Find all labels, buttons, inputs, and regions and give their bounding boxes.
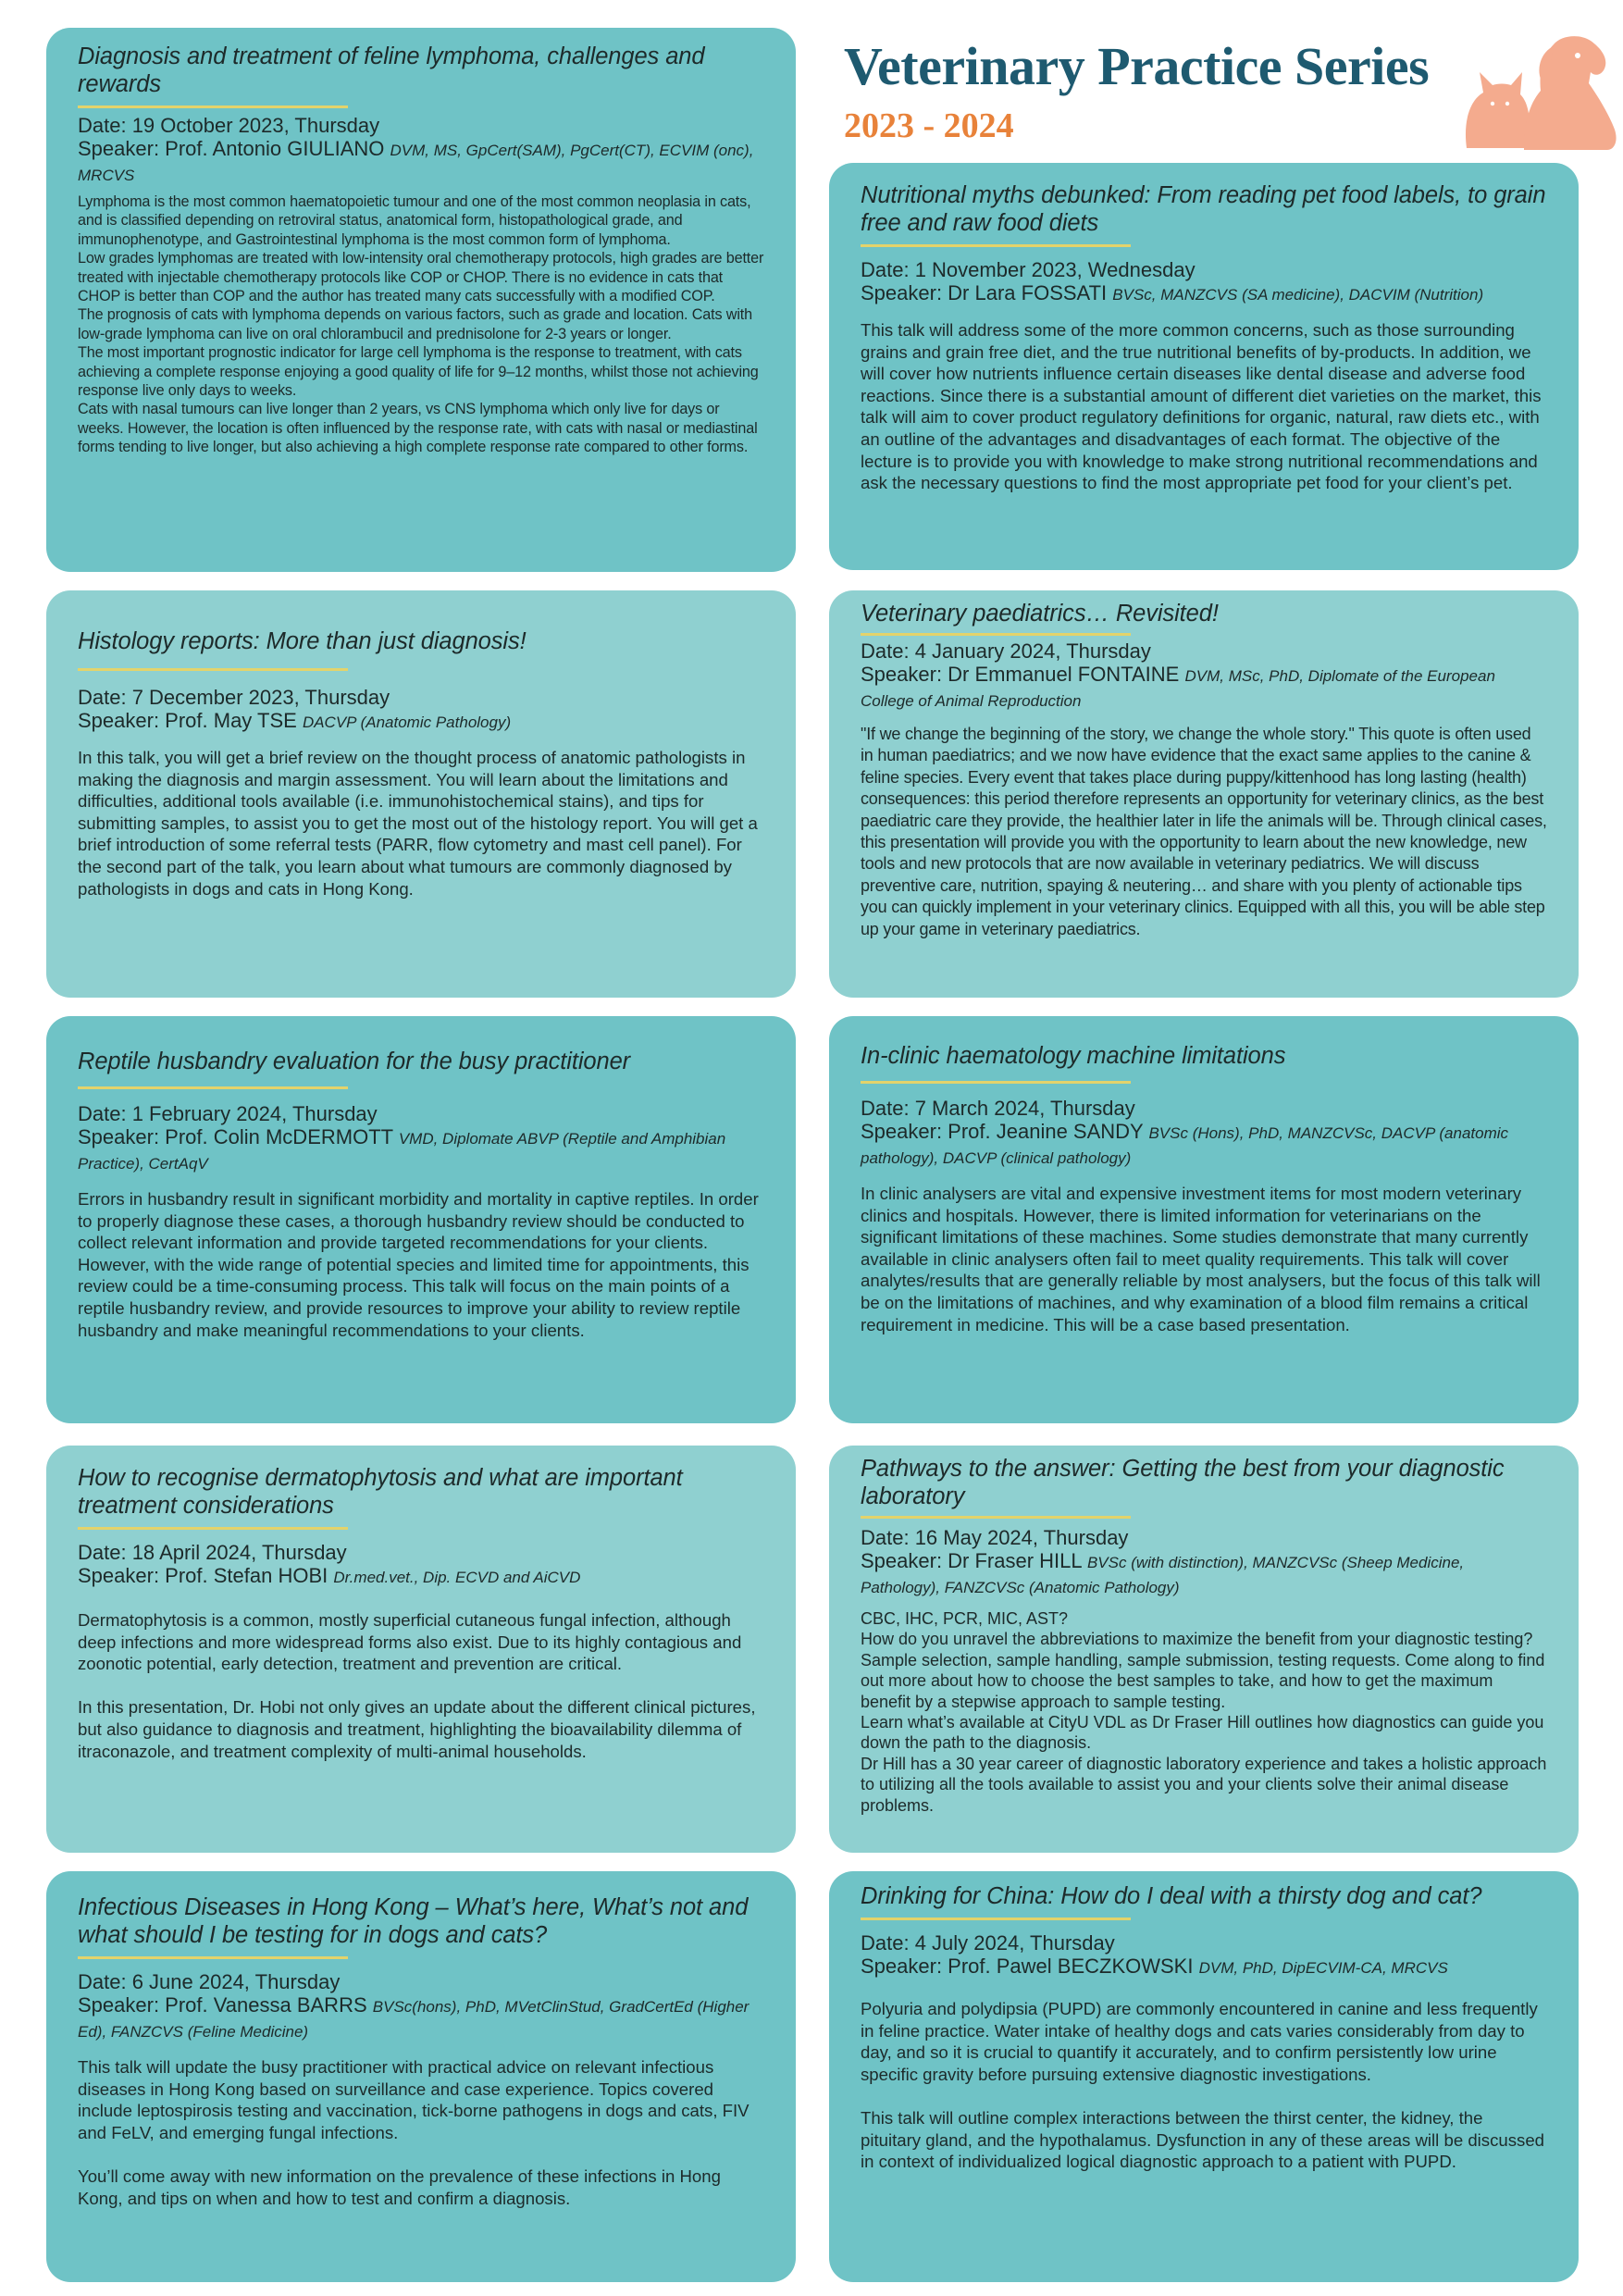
talk-title: Infectious Diseases in Hong Kong – What’s here, What’s not and what should I be testing for in dogs and cats? (78, 1894, 749, 1948)
talk-card-1 (46, 28, 796, 572)
talk-date: Date: 16 May 2024, Thursday (861, 1526, 1129, 1549)
title-divider (861, 1081, 1131, 1084)
talk-speaker: Speaker: Dr Fraser HILL BVSc (with distinction), MANZCVSc (Sheep Medicine, Pathology), FANZCVSc (Anatomic Pathology) (861, 1549, 1465, 1596)
talk-title: Nutritional myths debunked: From reading pet food labels, to grain free and raw food diets (861, 182, 1546, 236)
talk-date: Date: 4 January 2024, Thursday (861, 639, 1151, 663)
talk-abstract: This talk will address some of the more common concerns, such as those surrounding grains and grain free diet, and the true nutritional benefits of by-products. In addition, we will cover how nutrients influence certain diseases like dental disease and adverse food reactions. Since there is a substantial amount of different diet varieties on the market, this talk will aim to cover product regulatory definitions for organic, natural, raw diets etc., with an outline of the advantages and disadvantages of each format. The objective of the lecture is to provide you with knowledge to make strong nutritional recommendations and ask the necessary questions to find the most appropriate pet food for your client’s pet. (861, 320, 1542, 493)
talk-abstract: Errors in husbandry result in significant morbidity and mortality in captive reptiles. In order to properly diagnose these cases, a thorough husbandry review should be conducted to collect relevant information and provide targeted recommendations for your clients. However, with the wide range of potential species and limited time for appointments, this review could be a time-consuming process. This talk will focus on the main points of a reptile husbandry review, and provide resources to improve your ability to review reptile husbandry and make meaningful recommendations to your clients. (78, 1189, 759, 1340)
talk-date: Date: 1 November 2023, Wednesday (861, 258, 1196, 281)
title-divider (78, 1527, 348, 1530)
talk-date: Date: 7 December 2023, Thursday (78, 686, 390, 709)
talk-card-7 (46, 1446, 796, 1853)
talk-title: Drinking for China: How do I deal with a thirsty dog and cat? (861, 1883, 1482, 1909)
talk-speaker: Speaker: Prof. Antonio GIULIANO DVM, MS, GpCert(SAM), PgCert(CT), ECVIM (onc), MRCVS (78, 137, 754, 184)
talk-card-4 (829, 590, 1579, 998)
talk-speaker: Speaker: Prof. Vanessa BARRS BVSc(hons), PhD, MVetClinStud, GradCertEd (Higher Ed), FANZCVS (Feline Medicine) (78, 1993, 750, 2041)
talk-abstract: In this talk, you will get a brief review on the thought process of anatomic pathologists in making the diagnosis and margin assessment. You will learn about the limitations and difficulties, additional tools available (i.e. immunohistochemical stains), and tips for submitting samples, to assist you to get the most out of the histology report. You will get a brief introduction of some referral tests (PARR, flow cytometry and mast cell panel). For the second part of the talk, you learn about what tumours are commonly diagnosed by pathologists in dogs and cats in Hong Kong. (78, 748, 758, 899)
talk-abstract: Polyuria and polydipsia (PUPD) are commonly encountered in canine and less frequently in feline practice. Water intake of healthy dogs and cats varies considerably from day to day, and so it is crucial to quantify it accurately, and to confirm persistently low urine specific gravity before pursuing extensive diagnostic investigations. This talk will outline complex interactions between the thirst center, the kidney, the pituitary gland, and the hypothalamus. Dysfunction in any of these areas will be discussed in context of individualized logical diagnostic approach to a patient with PUPD. (861, 1999, 1545, 2172)
talk-title: How to recognise dermatophytosis and what are important treatment considerations (78, 1465, 683, 1519)
talk-title: Histology reports: More than just diagnosis! (78, 628, 527, 654)
talk-title: Reptile husbandry evaluation for the busy practitioner (78, 1049, 631, 1074)
series-year: 2023 - 2024 (844, 106, 1014, 145)
talk-card-3 (46, 590, 796, 998)
talk-abstract: Dermatophytosis is a common, mostly superficial cutaneous fungal infection, although deep infections and more widespread forms also exist. Due to its highly contagious and zoonotic potential, early detection, treatment and prevention are critical. In this presentation, Dr. Hobi not only gives an update about the different clinical pictures, but also guidance to diagnosis and treatment, highlighting the bioavailability dilemma of itraconazole, and treatment complexity of multi-animal households. (78, 1610, 756, 1761)
talk-date: Date: 1 February 2024, Thursday (78, 1102, 378, 1125)
talk-date: Date: 6 June 2024, Thursday (78, 1970, 341, 1993)
talk-abstract: In clinic analysers are vital and expensive investment items for most modern veterinary clinics and hospitals. However, there is limited information for veterinarians on the significant limitations of these machines. Some studies demonstrate that many currently available in clinic analysers often fail to meet quality requirements. This talk will cover analytes/results that are generally reliable by most analysers, but the focus of this talk will be on the limitations of machines, and why examination of a blood film remains a critical requirement in medicine. This will be a case based presentation. (861, 1184, 1541, 1334)
title-divider (861, 633, 1131, 636)
title-divider (78, 1086, 348, 1089)
talk-card-6 (829, 1016, 1579, 1423)
talk-speaker: Speaker: Dr Emmanuel FONTAINE DVM, MSc, PhD, Diplomate of the European College of Animal Reproduction (861, 663, 1495, 710)
talk-title: In-clinic haematology machine limitations (861, 1043, 1286, 1069)
talk-card-2 (829, 163, 1579, 570)
talk-abstract: CBC, IHC, PCR, MIC, AST? How do you unravel the abbreviations to maximize the benefit from your diagnostic testing? Sample selection, sample handling, sample submission, testing requests. Come along to find out more about how to choose the best samples to take, and how to get the maximum benefit by a stepwise approach to sample testing. Learn what’s available at CityU VDL as Dr Fraser Hill outlines how diagnostics can guide you down the path to the diagnosis. Dr Hill has a 30 year career of diagnostic laboratory experience and takes a holistic approach to utilizing all the tools available to assist you and your clients solve their animal disease problems. (861, 1609, 1547, 1815)
talk-date: Date: 7 March 2024, Thursday (861, 1097, 1135, 1120)
talk-date: Date: 4 July 2024, Thursday (861, 1931, 1115, 1955)
talk-abstract: Lymphoma is the most common haematopoietic tumour and one of the most common neoplasia in cats, and is classified depending on retroviral status, anatomical form, histopathological grade, and immunophenotype, and Gastrointestinal lymphoma is the most common form of lymphoma. Low grades lymphomas are treated with low-intensity oral chemotherapy protocols, high grades are better treated with injectable chemotherapy protocols like COP or CHOP. There is no evidence in cats that CHOP is better than COP and the author has treated many cats successfully with a modified COP. The prognosis of cats with lymphoma depends on various factors, such as grade and location. Cats with low-grade lymphoma can live on oral chlorambucil and prednisolone for 2-3 years or longer. The most important prognostic indicator for large cell lymphoma is the response to treatment, with cats achieving a complete response enjoying a good quality of life for 9–12 months, whilst those not achieving response live only days to weeks. Cats with nasal tumours can live longer than 2 years, vs CNS lymphoma which only live for days or weeks. However, the location is often influenced by the response rate, with cats with nasal or mediastinal forms tending to live longer, but also achieving a high complete response rate compared to other forms. (78, 193, 764, 456)
talk-card-5 (46, 1016, 796, 1423)
title-divider (861, 1516, 1131, 1519)
talk-date: Date: 18 April 2024, Thursday (78, 1541, 347, 1564)
talk-card-9 (46, 1871, 796, 2282)
talk-speaker: Speaker: Prof. Pawel BECZKOWSKI DVM, PhD, DipECVIM-CA, MRCVS (861, 1955, 1448, 1978)
talk-speaker: Speaker: Prof. Stefan HOBI Dr.med.vet., Dip. ECVD and AiCVD (78, 1564, 581, 1587)
talk-abstract: "If we change the beginning of the story, we change the whole story." This quote is often used in human paediatrics; and we now have evidence that the exact same applies to the canine & feline species. Every event that takes place during puppy/kittenhood has long lasting (health) consequences: this period therefore represents an opportunity for veterinary clinics, as the best paediatric care they provide, the healthier later in life the animals will be. Through clinical cases, this presentation will provide you with the opportunity to learn about the new knowledge, new tools and new protocols that are now available in veterinary pediatrics. We will discuss preventive care, nutrition, spaying & neutering… and share with you plenty of actionable tips you can quickly implement in your veterinary clinics. Equipped with all this, you will be able step up your game in veterinary paediatrics. (861, 725, 1547, 938)
talk-speaker: Speaker: Prof. May TSE DACVP (Anatomic Pathology) (78, 709, 512, 732)
title-divider (78, 105, 348, 108)
title-divider (861, 1917, 1131, 1920)
talk-abstract: This talk will update the busy practitioner with practical advice on relevant infectious diseases in Hong Kong based on surveillance and case experience. Topics covered include leptospirosis testing and vaccination, tick-borne pathogens in dogs and cats, FIV and FeLV, and emerging fungal infections. You’ll come away with new information on the prevalence of these infections in Hong Kong, and tips on when and how to test and confirm a diagnosis. (78, 2057, 750, 2208)
talk-speaker: Speaker: Dr Lara FOSSATI BVSc, MANZCVS (SA medicine), DACVIM (Nutrition) (861, 281, 1484, 304)
talk-title: Diagnosis and treatment of feline lymphoma, challenges and rewards (78, 43, 705, 97)
talk-speaker: Speaker: Prof. Colin McDERMOTT VMD, Diplomate ABVP (Reptile and Amphibian Practice), CertAqV (78, 1125, 726, 1173)
title-divider (861, 244, 1131, 247)
title-divider (78, 668, 348, 671)
title-divider (78, 1956, 348, 1959)
talk-card-8 (829, 1446, 1579, 1853)
talk-date: Date: 19 October 2023, Thursday (78, 114, 380, 137)
talk-speaker: Speaker: Prof. Jeanine SANDY BVSc (Hons), PhD, MANZCVSc, DACVP (anatomic pathology), DACVP (clinical pathology) (861, 1120, 1509, 1167)
talk-title: Pathways to the answer: Getting the best from your diagnostic laboratory (861, 1456, 1505, 1509)
series-title: Veterinary Practice Series (844, 36, 1430, 96)
dog-and-cat-illustration (1439, 19, 1623, 157)
talk-card-10 (829, 1871, 1579, 2282)
talk-title: Veterinary paediatrics… Revisited! (861, 601, 1219, 627)
